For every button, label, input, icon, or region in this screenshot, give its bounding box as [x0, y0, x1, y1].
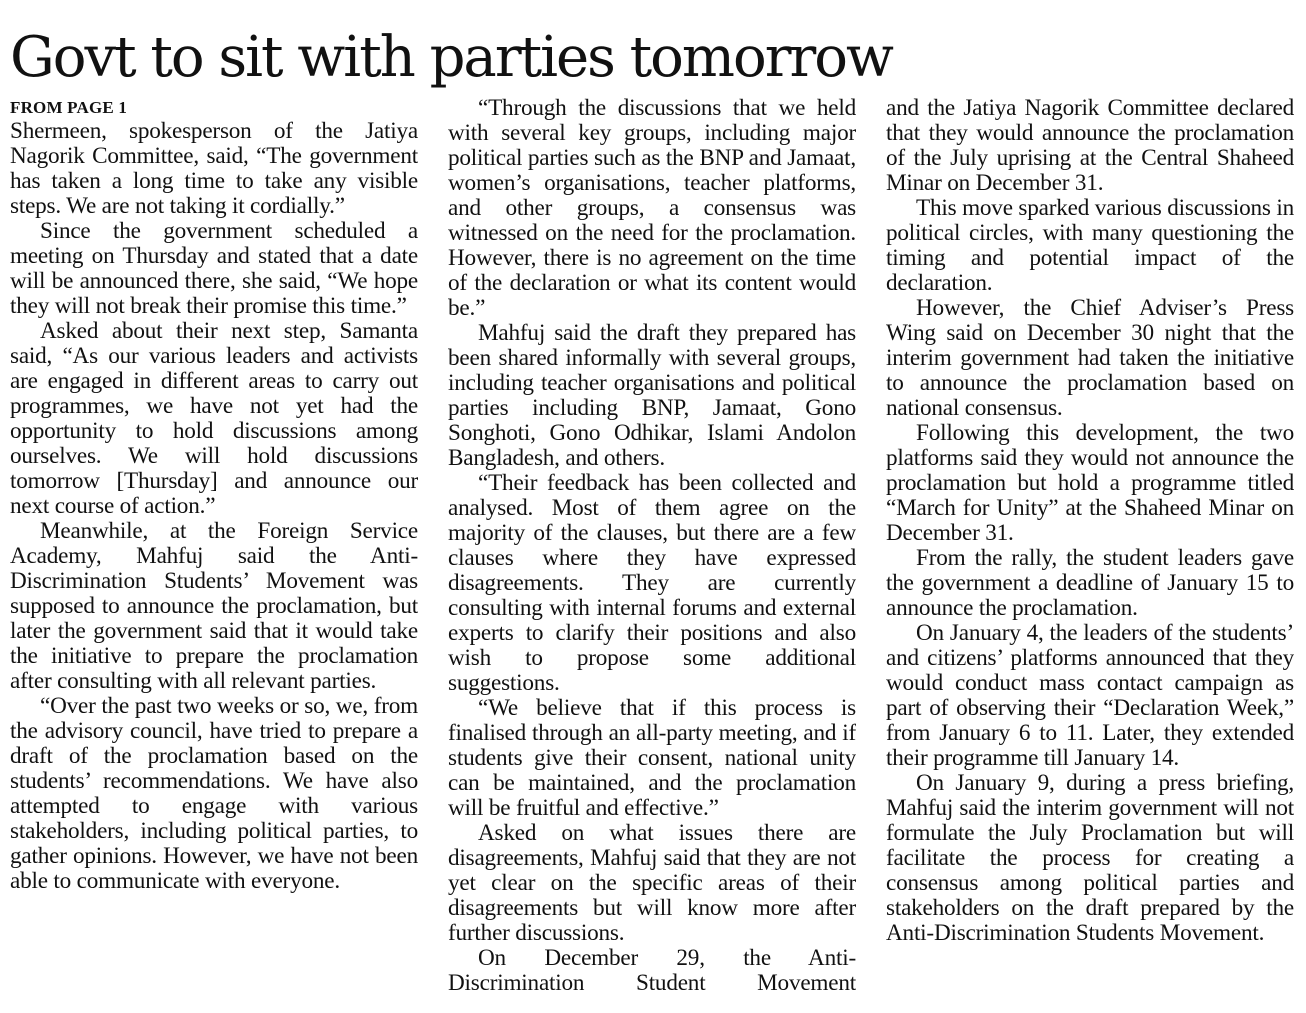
- paragraph: “Over the past two weeks or so, we, from the advisory council, have tried to prepare a draft of the proclamation based on the students’ recommendations. We have also attempted to engage with various stakeholders, including political parties, to gather opinions. However, we have not been able to communicate with everyone.: [10, 693, 418, 894]
- headline: Govt to sit with parties tomorrow: [10, 25, 892, 90]
- paragraph: Asked on what issues there are disagreements, Mahfuj said that they are not yet clear on the specific areas of their disagreements but will know more after further discussions.: [448, 820, 856, 946]
- paragraph: “Their feedback has been collected and analysed. Most of them agree on the majority of the clauses, but there are a few clauses where they have expressed disagreements. They are currently consulting with internal forums and external experts to clarify their positions and also wish to propose some additional suggestions.: [448, 470, 856, 696]
- paragraph: Shermeen, spokesperson of the Jatiya Nagorik Committee, said, “The government has taken a long time to take any visible steps. We are not taking it cordially.”: [10, 118, 418, 219]
- paragraph: Meanwhile, at the Foreign Service Academy, Mahfuj said the Anti-Discrimination Students’ Movement was supposed to announce the proclamation, but later the government said that it would take the initiative to prepare the proclamation after consulting with all relevant parties.: [10, 518, 418, 694]
- paragraph: This move sparked various discussions in political circles, with many questioning the timing and potential impact of the declaration.: [886, 195, 1294, 296]
- paragraph: On January 9, during a press briefing, Mahfuj said the interim government will not formulate the July Proclamation but will facilitate the process for creating a consensus among political parties and stakeholders on the draft prepared by the Anti-Discrimination Students Movement.: [886, 770, 1294, 946]
- paragraph: However, the Chief Adviser’s Press Wing said on December 30 night that the interim government had taken the initiative to announce the proclamation based on national consensus.: [886, 295, 1294, 421]
- article-column-2: [448, 96, 856, 996]
- paragraph: On January 4, the leaders of the students’ and citizens’ platforms announced that they would conduct mass contact campaign as part of observing their “Declaration Week,” from January 6 to 11. Later, they extended their programme till January 14.: [886, 620, 1294, 771]
- paragraph: On December 29, the Anti-Discrimination Student Movement: [448, 945, 856, 996]
- paragraph: Mahfuj said the draft they prepared has been shared informally with several groups, including teacher organisations and political parties including BNP, Jamaat, Gono Songhoti, Gono Odhikar, Islami Andolon Bangladesh, and others.: [448, 320, 856, 471]
- article-column-3: [886, 96, 1294, 996]
- paragraph: “Through the discussions that we held with several key groups, including major political parties such as the BNP and Jamaat, women’s organisations, teacher platforms, and other groups, a consensus was witnessed on the need for the proclamation. However, there is no agreement on the time of the declaration or what its content would be.”: [448, 96, 856, 321]
- paragraph: Following this development, the two platforms said they would not announce the proclamation but hold a programme titled “March for Unity” at the Shaheed Minar on December 31.: [886, 420, 1294, 546]
- paragraph: Asked about their next step, Samanta said, “As our various leaders and activists are engaged in different areas to carry out programmes, we have not yet had the opportunity to hold discussions among ourselves. We will hold discussions tomorrow [Thursday] and announce our next course of action.”: [10, 318, 418, 519]
- paragraph: and the Jatiya Nagorik Committee declared that they would announce the proclamation of the July uprising at the Central Shaheed Minar on December 31.: [886, 96, 1294, 196]
- paragraph: “We believe that if this process is finalised through an all-party meeting, and if students give their consent, national unity can be maintained, and the proclamation will be fruitful and effective.”: [448, 695, 856, 821]
- paragraph: From the rally, the student leaders gave the government a deadline of January 15 to announce the proclamation.: [886, 545, 1294, 621]
- paragraph: Since the government scheduled a meeting on Thursday and stated that a date will be announced there, she said, “We hope they will not break their promise this time.”: [10, 218, 418, 319]
- continuation-kicker: FROM PAGE 1: [10, 98, 128, 117]
- article-column-1: [10, 96, 418, 996]
